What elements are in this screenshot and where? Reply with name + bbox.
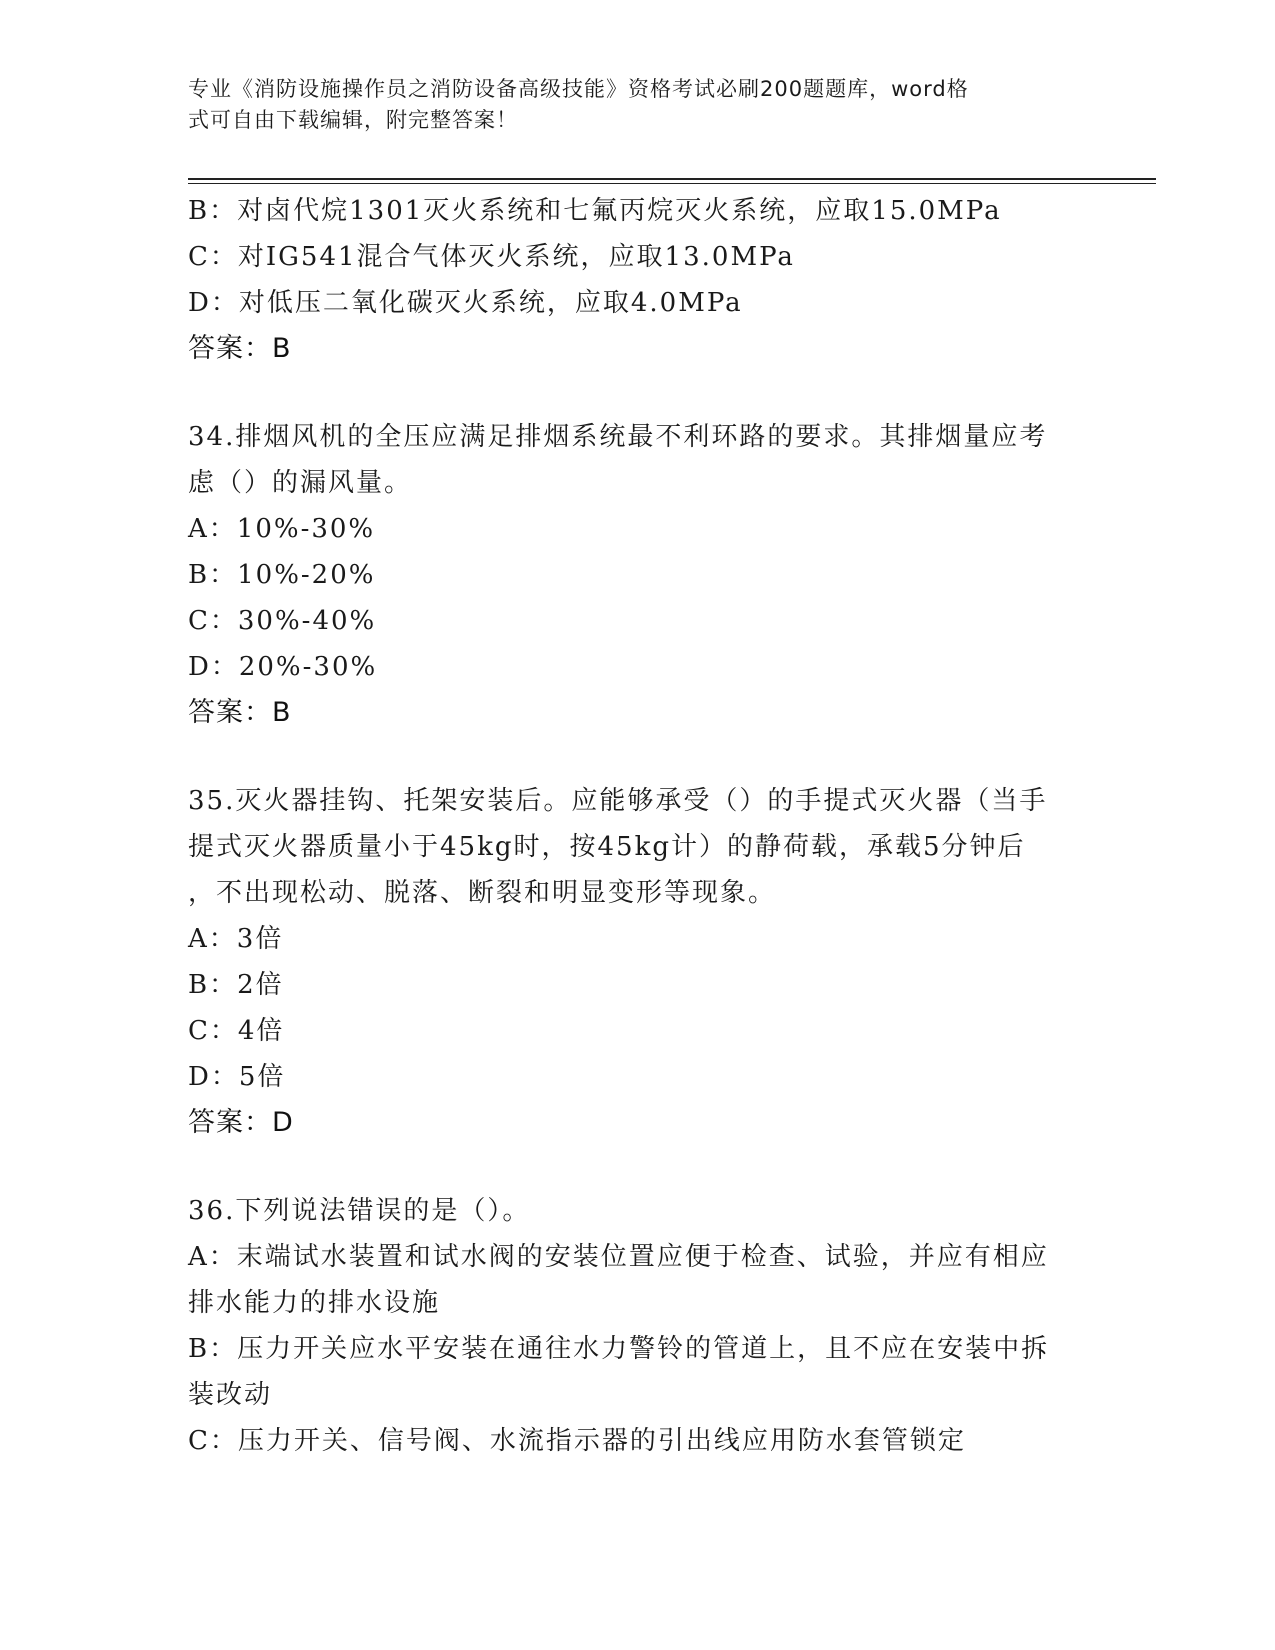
question-stem: 提式灭火器质量小于45kg时，按45kg计）的静荷载，承载5分钟后: [188, 832, 1026, 862]
answer: 答案：B: [188, 333, 292, 364]
question-34: [188, 414, 1078, 736]
option-c: C：4倍: [188, 1016, 285, 1046]
question-spacer: [188, 736, 1078, 778]
header-line-2: 式可自由下载编辑，附完整答案！: [188, 108, 518, 132]
question-list: [188, 188, 1078, 1464]
option-c: C：对IG541混合气体灭火系统，应取13.0MPa: [188, 242, 795, 272]
question-stem: ，不出现松动、脱落、断裂和明显变形等现象。: [188, 878, 777, 908]
option-a: A：10%-30%: [188, 514, 376, 544]
question-spacer: [188, 1146, 1078, 1188]
answer: 答案：D: [188, 1107, 294, 1138]
option-c: C：30%-40%: [188, 606, 377, 636]
option-b: B：2倍: [188, 970, 284, 1000]
option-b: B：10%-20%: [188, 560, 376, 590]
question-stem: 34.排烟风机的全压应满足排烟系统最不利环路的要求。其排烟量应考: [188, 422, 1048, 452]
question-35: [188, 778, 1078, 1146]
question-33-continued: [188, 188, 1078, 372]
option-d: D：对低压二氧化碳灭火系统，应取4.0MPa: [188, 288, 743, 318]
document-header: [188, 74, 1068, 136]
answer: 答案：B: [188, 697, 292, 728]
header-divider-thin: [188, 183, 1156, 184]
header-line-1: 专业《消防设施操作员之消防设备高级技能》资格考试必刷200题题库，word格: [188, 77, 969, 101]
question-spacer: [188, 372, 1078, 414]
option-c: C：压力开关、信号阀、水流指示器的引出线应用防水套管锁定: [188, 1426, 966, 1456]
option-a-continued: 排水能力的排水设施: [188, 1288, 441, 1318]
question-stem: 36.下列说法错误的是（）。: [188, 1196, 531, 1226]
option-b-continued: 装改动: [188, 1380, 273, 1410]
option-b: B：压力开关应水平安装在通往水力警铃的管道上，且不应在安装中拆: [188, 1334, 1050, 1364]
question-stem: 35.灭火器挂钩、托架安装后。应能够承受（）的手提式灭火器（当手: [188, 786, 1048, 816]
option-a: A：末端试水装置和试水阀的安装位置应便于检查、试验，并应有相应: [188, 1242, 1049, 1272]
question-stem: 虑（）的漏风量。: [188, 468, 413, 498]
question-36: [188, 1188, 1078, 1464]
option-d: D：5倍: [188, 1062, 286, 1092]
header-divider-thick: [188, 178, 1156, 180]
option-a: A：3倍: [188, 924, 284, 954]
option-b: B：对卤代烷1301灭火系统和七氟丙烷灭火系统，应取15.0MPa: [188, 196, 1002, 226]
option-d: D：20%-30%: [188, 652, 378, 682]
